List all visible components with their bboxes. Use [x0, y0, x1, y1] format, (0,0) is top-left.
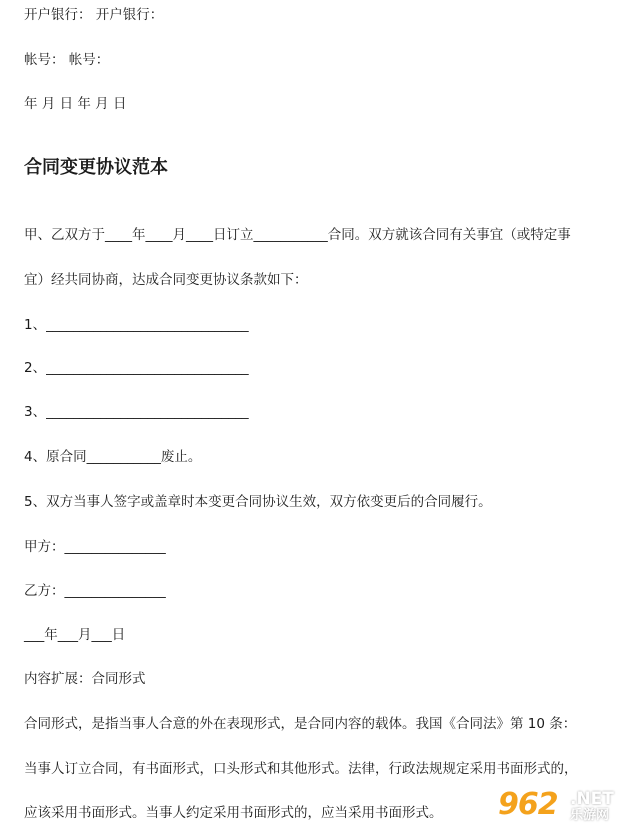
clause-item-2: 2、______________________________	[24, 360, 249, 376]
extension-heading: 内容扩展：合同形式	[24, 671, 146, 687]
signature-date-line: ___年___月___日	[24, 627, 126, 643]
intro-line-2: 宜）经共同协商，达成合同变更协议条款如下：	[24, 272, 308, 288]
intro-line-1: 甲、乙双方于____年____月____日订立___________合同。双方就该合同有关事宜（或特定事	[24, 227, 571, 243]
clause-item-3: 3、______________________________	[24, 404, 249, 420]
bank-line: 开户银行： 开户银行：	[24, 7, 164, 23]
paragraph-line-3: 应该采用书面形式。当事人约定采用书面形式的，应当采用书面形式。	[24, 805, 443, 821]
account-line: 帐号： 帐号：	[24, 52, 110, 68]
clause-item-1: 1、______________________________	[24, 317, 249, 333]
paragraph-line-2: 当事人订立合同，有书面形式，口头形式和其他形式。法律，行政法规规定采用书面形式的，	[24, 761, 578, 777]
document-title: 合同变更协议范本	[24, 157, 168, 178]
date-line: 年 月 日 年 月 日	[24, 96, 127, 112]
watermark-domain: .NET	[570, 789, 614, 809]
watermark-logo: 962	[498, 787, 558, 822]
site-watermark	[498, 788, 636, 828]
paragraph-line-1: 合同形式，是指当事人合意的外在表现形式，是合同内容的载体。我国《合同法》第 10 条：	[24, 716, 577, 732]
party-a-line: 甲方：_______________	[24, 539, 166, 555]
clause-item-5: 5、双方当事人签字或盖章时本变更合同协议生效，双方依变更后的合同履行。	[24, 494, 492, 510]
party-b-line: 乙方：_______________	[24, 583, 166, 599]
watermark-subtitle: 乐游网	[570, 808, 610, 823]
clause-item-4: 4、原合同___________废止。	[24, 449, 202, 465]
